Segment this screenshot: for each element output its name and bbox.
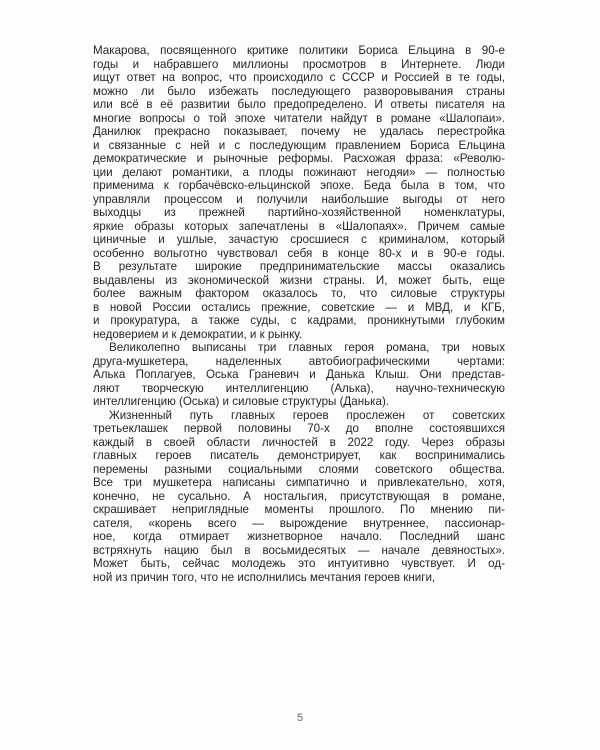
text-line: циничные и ушлые, зачастую сросшиеся с криминалом, который <box>93 233 505 246</box>
text-line: третьеклашек первой половины 70-х до вполне состоявшихся <box>93 422 505 435</box>
text-line: Великолепно выписаны три главных героя романа, три новых <box>109 341 505 354</box>
text-line: выдавлены из экономической жизни страны. И, может быть, еще <box>93 273 505 287</box>
text-line: недоверием и к демократии, и к рынку. <box>93 327 303 341</box>
text-line: особенно вольготно чувствовал себя в конце 80-х и в 90-е годы. <box>93 246 505 260</box>
text-line: ищут ответ на вопрос, что происходило с СССР и Россией в те годы, <box>93 71 505 84</box>
text-line: ное, когда отмирает жизнетворное начало. Последний шанс <box>93 530 505 543</box>
text-line: и прокуратура, а также суды, с кадрами, проникнутыми глубоким <box>93 314 505 327</box>
text-line: можно ли было избежать последующего разворовывания страны <box>93 84 505 98</box>
text-line: каждый в своей области личностей в 2022 году. Через образы <box>93 435 505 449</box>
paragraph <box>93 44 505 341</box>
text-line: выходцы из прежней партийно-хозяйственной номенклатуры, <box>93 206 505 219</box>
text-line: скрашивает неприглядные моменты прошлого. По мнению пи- <box>93 503 505 516</box>
text-line: управляли процессом и получили наибольшие выгоды от него <box>93 192 505 206</box>
paragraph <box>93 341 505 409</box>
text-line: Макарова, посвященного критике политики Бориса Ельцина в 90-е <box>93 44 505 57</box>
text-line: более важным фактором оказалось то, что силовые структуры <box>93 287 505 300</box>
text-line: ляют творческую интеллигенцию (Алька), научно-техническую <box>93 381 505 395</box>
text-line: Может быть, сейчас молодежь это интуитивно чувствует. И од- <box>93 557 505 570</box>
text-line: демократические и рыночные реформы. Расхожая фраза: «Револю- <box>93 152 505 165</box>
text-line: Данилюк прекрасно показывает, почему не удалась перестройка <box>93 125 505 138</box>
text-line: многие вопросы о той эпохе читатели найдут в романе «Шалопаи». <box>93 111 505 125</box>
text-line: конечно, не сусально. А ностальгия, присутствующая в романе, <box>93 489 505 503</box>
body-text <box>93 44 505 584</box>
text-line: ной из причин того, что не исполнились мечтания героев книги, <box>93 570 436 584</box>
text-line: Жизненный путь главных героев прослежен от советских <box>109 408 505 422</box>
text-line: сателя, «корень всего — вырождение внутреннее, пассионар- <box>93 516 505 530</box>
paragraph <box>93 409 505 585</box>
page-number: 5 <box>296 712 304 724</box>
text-line: В результате широкие предпринимательские массы оказались <box>93 260 505 273</box>
text-line: в новой России остались прежние, советские — и МВД, и КГБ, <box>93 300 505 314</box>
text-line: Алька Поплагуев, Оська Граневич и Данька Клыш. Они представ- <box>93 368 505 381</box>
text-line: интеллигенцию (Оська) и силовые структуры (Данька). <box>93 395 390 408</box>
text-line: применима к горбачёвско-ельцинской эпохе. Беда была в том, что <box>93 179 505 192</box>
text-line: перемены разными социальными слоями советского общества. <box>93 462 505 476</box>
text-line: друга-мушкетера, наделенных автобиографическими чертами: <box>93 354 505 368</box>
text-line: Все три мушкетера написаны симпатично и привлекательно, хотя, <box>93 476 505 489</box>
text-line: ции делают романтики, а плоды пожинают негодяи» — полностью <box>93 165 505 179</box>
text-line: яркие образы которых запечатлены в «Шалопаях». Причем самые <box>93 219 505 233</box>
text-line: встряхнуть нацию был в восьмидесятых — начале девяностых». <box>93 543 505 557</box>
text-line: главных героев писатель демонстрирует, как воспринимались <box>93 449 505 462</box>
text-line: или всё в её развитии было предопределено. И ответы писателя на <box>93 98 505 111</box>
text-line: годы и набравшего миллионы просмотров в Интернете. Люди <box>93 57 505 71</box>
text-line: и связанные с ней и с последующим правлением Бориса Ельцина <box>93 138 505 152</box>
